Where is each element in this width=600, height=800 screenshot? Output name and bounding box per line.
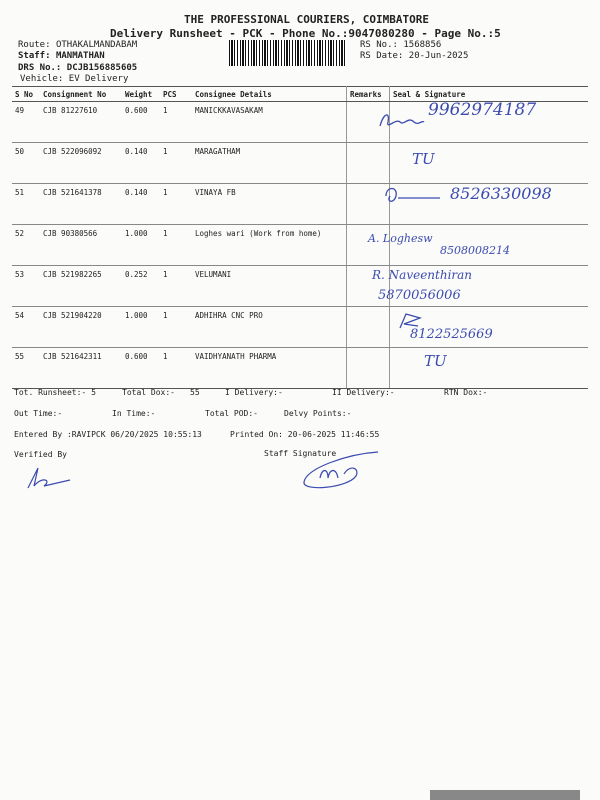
route-value: OTHAKALMANDABAM [55,40,138,50]
total-dox-label: Total Dox:- [122,388,175,397]
staff-line [18,51,105,61]
route-line [18,40,137,50]
cell-sno: 51 [12,184,40,225]
cell-pcs: 1 [160,348,192,389]
handwritten-phone-51: 8526330098 [450,184,552,203]
cell-consignment: CJB 521904220 [40,307,122,348]
out-time: Out Time:- [14,409,63,418]
total-pod: Total POD:- [205,409,258,418]
cell-consignment: CJB 521641378 [40,184,122,225]
total-dox-value: 55 [190,388,200,397]
cell-pcs: 1 [160,143,192,184]
tot-runsheet: Tot. Runsheet:- 5 [14,388,96,397]
vehicle-label: Vehicle: [20,74,64,84]
cell-remarks [347,307,390,348]
rs-date-label: RS Date: [360,51,404,61]
rs-no-line [360,40,441,50]
col-pcs: PCS [160,87,192,102]
cell-pcs: 1 [160,102,192,143]
cell-sno: 49 [12,102,40,143]
signature-51 [382,184,442,208]
route-label: Route: [18,40,51,50]
cell-consignment: CJB 522096092 [40,143,122,184]
signature-49 [376,108,426,134]
col-consignee: Consignee Details [192,87,347,102]
staff-label: Staff: [18,51,51,61]
company-name: THE PROFESSIONAL COURIERS, COIMBATORE [184,13,430,26]
handwritten-phone-53: 5870056006 [378,288,461,303]
handwritten-name-52: A. Loghesw [368,232,433,245]
cell-sno: 55 [12,348,40,389]
verifier-signature [22,462,76,494]
cell-sno: 53 [12,266,40,307]
cell-remarks [347,225,390,266]
scan-shadow [430,790,580,800]
col-consignment: Consignment No [40,87,122,102]
vehicle-line [20,74,128,84]
cell-sno: 54 [12,307,40,348]
handwritten-phone-52: 8508008214 [440,244,510,257]
cell-remarks [347,348,390,389]
runsheet-title: Delivery Runsheet - PCK - Phone No.:9047080280 - Page No.:5 [110,27,501,40]
in-time: In Time:- [112,409,156,418]
delvy-points: Delvy Points:- [284,409,352,418]
cell-sno: 50 [12,143,40,184]
handwritten-mark-50: TU [412,150,435,168]
col-weight: Weight [122,87,160,102]
rs-no-value: 1568856 [403,40,442,50]
cell-consignment: CJB 521642311 [40,348,122,389]
cell-pcs: 1 [160,307,192,348]
cell-consignee: VELUMANI [192,266,347,307]
cell-consignment: CJB 521982265 [40,266,122,307]
handwritten-phone-49: 9962974187 [428,100,537,120]
col-remarks: Remarks [347,87,390,102]
cell-consignee: VAIDHYANATH PHARMA [192,348,347,389]
rtn-dox: RTN Dox:- [444,388,488,397]
cell-weight: 1.000 [122,307,160,348]
verified-by-label: Verified By [14,450,67,459]
printed-on: Printed On: 20-06-2025 11:46:55 [230,430,380,439]
staff-signature [298,446,384,492]
handwritten-mark-55: TU [424,352,447,370]
cell-pcs: 1 [160,225,192,266]
handwritten-name-53: R. Naveenthiran [372,268,473,282]
cell-remarks [347,143,390,184]
cell-weight: 0.252 [122,266,160,307]
table-row [12,143,588,184]
cell-consignee: ADHIHRA CNC PRO [192,307,347,348]
cell-consignee: Loghes wari (Work from home) [192,225,347,266]
ii-delivery: II Delivery:- [332,388,395,397]
cell-seal [390,348,589,389]
staff-value: MANMATHAN [55,51,105,61]
table-row [12,266,588,307]
rs-date-value: 20-Jun-2025 [408,51,469,61]
runsheet-table [12,86,588,389]
drs-label: DRS No.: [18,63,62,73]
cell-weight: 0.600 [122,102,160,143]
drs-value: DCJB156885605 [66,63,138,73]
cell-consignee: MARAGATHAM [192,143,347,184]
drs-line [18,63,137,73]
cell-pcs: 1 [160,184,192,225]
entered-by: Entered By :RAVIPCK 06/20/2025 10:55:13 [14,430,202,439]
cell-weight: 0.140 [122,143,160,184]
handwritten-phone-54: 8122525669 [410,327,493,342]
cell-weight: 0.600 [122,348,160,389]
cell-weight: 1.000 [122,225,160,266]
cell-consignee: VINAYA FB [192,184,347,225]
table-row [12,307,588,348]
vehicle-value: EV Delivery [68,74,129,84]
col-seal: Seal & Signature [390,87,589,102]
rs-no-label: RS No.: [360,40,398,50]
i-delivery: I Delivery:- [225,388,283,397]
table-row [12,348,588,389]
cell-consignee: MANICKKAVASAKAM [192,102,347,143]
cell-pcs: 1 [160,266,192,307]
cell-sno: 52 [12,225,40,266]
cell-weight: 0.140 [122,184,160,225]
rs-date-line [360,51,468,61]
staff-signature-label: Staff Signature [264,449,337,458]
col-sno: S No [12,87,40,102]
cell-consignment: CJB 90380566 [40,225,122,266]
cell-consignment: CJB 81227610 [40,102,122,143]
barcode [229,40,347,66]
